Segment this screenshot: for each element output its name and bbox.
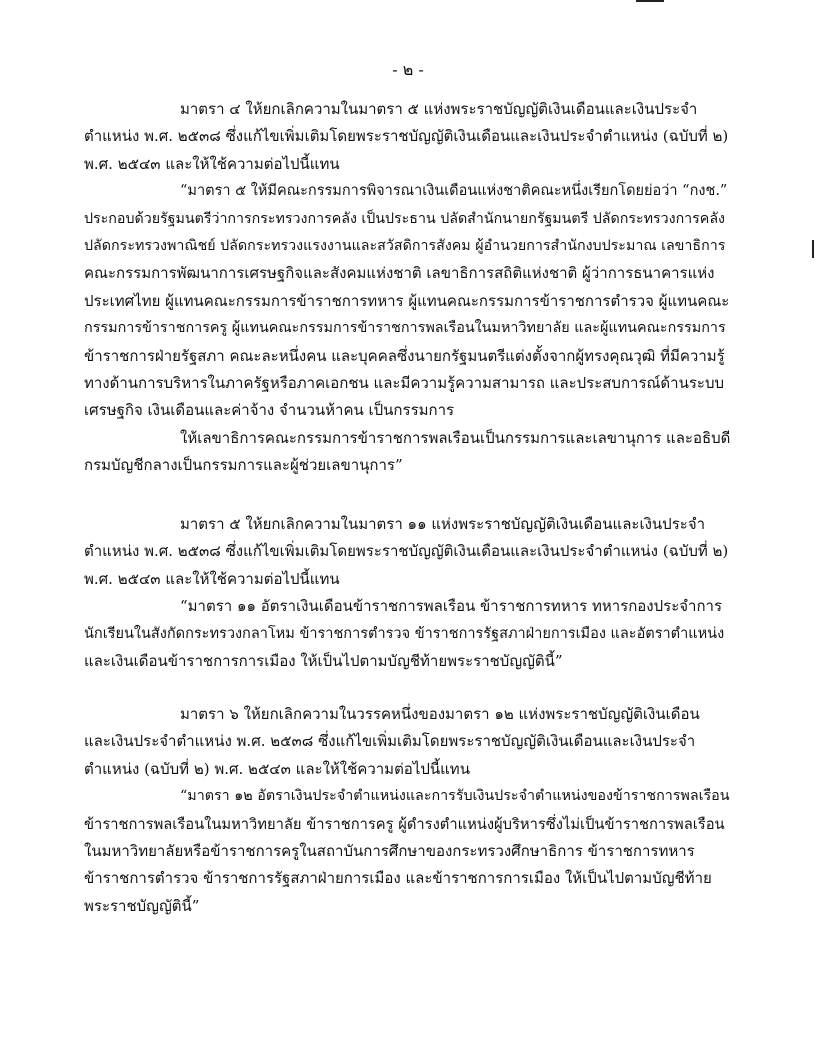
paragraph-line: ประเทศไทย ผู้แทนคณะกรรมการข้าราชการทหาร ผู้แทนคณะกรรมการข้าราชการตำรวจ ผู้แทนคณะ — [84, 291, 730, 310]
section-6-amendment — [84, 701, 732, 920]
paragraph-line: พ.ศ. ๒๕๔๓ และให้ใช้ความต่อไปนี้แทน — [84, 154, 340, 173]
paragraph-line: มาตรา ๔ ให้ยกเลิกความในมาตรา ๕ แห่งพระราชบัญญัติเงินเดือนและเงินประจำ — [180, 100, 698, 118]
section-5-amendment — [84, 511, 732, 675]
paragraph-line: กรมบัญชีกลางเป็นกรรมการและผู้ช่วยเลขานุการ” — [84, 456, 403, 475]
page-number: - ๒ - — [392, 60, 424, 79]
section-4-amendment — [84, 96, 732, 480]
paragraph-line: ปลัดกระทรวงพาณิชย์ ปลัดกระทรวงแรงงานและสวัสดิการสังคม ผู้อำนวยการสำนักงบประมาณ เลขาธิการ — [84, 238, 726, 255]
paragraph-line: ให้เลขาธิการคณะกรรมการข้าราชการพลเรือนเป็นกรรมการและเลขานุการ และอธิบดี — [180, 428, 731, 447]
paragraph-line: และเงินประจำตำแหน่ง พ.ศ. ๒๕๓๘ ซึ่งแก้ไขเพิ่มเติมโดยพระราชบัญญัติเงินเดือนและเงินประจำ — [84, 732, 696, 751]
paragraph-line: ตำแหน่ง พ.ศ. ๒๕๓๘ ซึ่งแก้ไขเพิ่มเติมโดยพระราชบัญญัติเงินเดือนและเงินประจำตำแหน่ง (ฉบับที่ ๒) — [84, 542, 729, 561]
scan-artifact-top-right — [636, 0, 664, 2]
paragraph-line: พระราชบัญญัตินี้” — [84, 896, 200, 915]
scan-artifact-right-edge — [812, 240, 814, 258]
paragraph-line: มาตรา ๕ ให้ยกเลิกความในมาตรา ๑๑ แห่งพระราชบัญญัติเงินเดือนและเงินประจำ — [180, 515, 706, 533]
paragraph-line: “มาตรา ๑๒ อัตราเงินประจำตำแหน่งและการรับเงินประจำตำแหน่งของข้าราชการพลเรือน — [180, 788, 730, 805]
paragraph-line: กรรมการข้าราชการครู ผู้แทนคณะกรรมการข้าราชการพลเรือนในมหาวิทยาลัย และผู้แทนคณะกรรมการ — [84, 320, 726, 337]
paragraph-line: และเงินเดือนข้าราชการการเมือง ให้เป็นไปตามบัญชีท้ายพระราชบัญญัตินี้” — [84, 652, 563, 671]
paragraph-line: “มาตรา ๑๑ อัตราเงินเดือนข้าราชการพลเรือน ข้าราชการทหาร ทหารกองประจำการ — [180, 597, 723, 616]
paragraph-line: ประกอบด้วยรัฐมนตรีว่าการกระทรวงการคลัง เป็นประธาน ปลัดสำนักนายกรัฐมนตรี ปลัดกระทรวงการคลัง — [84, 210, 725, 227]
paragraph-line: “มาตรา ๕ ให้มีคณะกรรมการพิจารณาเงินเดือนแห่งชาติคณะหนึ่งเรียกโดยย่อว่า “กงช.” — [180, 183, 728, 200]
paragraph-line: ข้าราชการพลเรือนในมหาวิทยาลัย ข้าราชการครู ผู้ดำรงตำแหน่งผู้บริหารซึ่งไม่เป็นข้าราชการพลเรือน — [84, 815, 725, 833]
paragraph-line: ตำแหน่ง พ.ศ. ๒๕๓๘ ซึ่งแก้ไขเพิ่มเติมโดยพระราชบัญญัติเงินเดือนและเงินประจำตำแหน่ง (ฉบับที่ ๒) — [84, 127, 729, 146]
paragraph-line: เศรษฐกิจ เงินเดือนและค่าจ้าง จำนวนห้าคน เป็นกรรมการ — [84, 401, 455, 420]
paragraph-line: พ.ศ. ๒๕๔๓ และให้ใช้ความต่อไปนี้แทน — [84, 569, 340, 588]
paragraph-line: ทางด้านการบริหารในภาครัฐหรือภาคเอกชน และมีความรู้ความสามารถ และประสบการณ์ด้านระบบ — [84, 374, 725, 393]
paragraph-line: คณะกรรมการพัฒนาการเศรษฐกิจและสังคมแห่งชาติ เลขาธิการสถิติแห่งชาติ ผู้ว่าการธนาคารแห่ง — [84, 264, 715, 283]
paragraph-line: ข้าราชการฝ่ายรัฐสภา คณะละหนึ่งคน และบุคคลซึ่งนายกรัฐมนตรีแต่งตั้งจากผู้ทรงคุณวุฒิ ที่มีความรู้ — [84, 346, 725, 365]
paragraph-line: ในมหาวิทยาลัยหรือข้าราชการครูในสถาบันการศึกษาของกระทรวงศึกษาธิการ ข้าราชการทหาร — [84, 842, 695, 861]
paragraph-line: ตำแหน่ง (ฉบับที่ ๒) พ.ศ. ๒๕๔๓ และให้ใช้ความต่อไปนี้แทน — [84, 759, 470, 778]
paragraph-line: ข้าราชการตำรวจ ข้าราชการรัฐสภาฝ่ายการเมือง และข้าราชการการเมือง ให้เป็นไปตามบัญชีท้าย — [84, 869, 712, 888]
paragraph-line: มาตรา ๖ ให้ยกเลิกความในวรรคหนึ่งของมาตรา ๑๒ แห่งพระราชบัญญัติเงินเดือน — [180, 705, 700, 723]
paragraph-line: นักเรียนในสังกัดกระทรวงกลาโหม ข้าราชการตำรวจ ข้าราชการรัฐสภาฝ่ายการเมือง และอัตราตำแหน่ง — [84, 625, 725, 642]
